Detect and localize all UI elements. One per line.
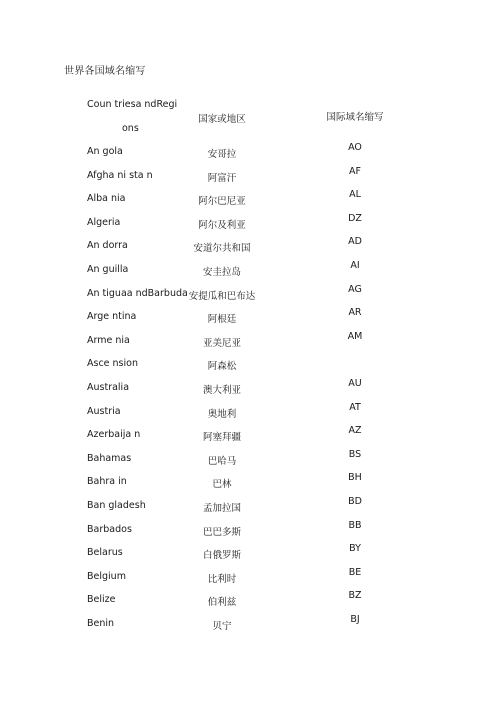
table-row [0, 330, 500, 359]
country-en: An dorra [87, 240, 128, 252]
table-row [0, 519, 500, 548]
table-row [0, 358, 500, 382]
country-en: Afgha ni sta n [87, 169, 153, 181]
table-row [0, 212, 500, 241]
table-row [0, 590, 500, 618]
country-en: An tiguaa ndBarbuda [87, 287, 188, 299]
table-row [0, 142, 500, 170]
country-en: Azerbaija n [87, 429, 141, 441]
country-en: Bahra in [87, 476, 127, 488]
header-country-cn: 国家或地区 [198, 114, 246, 125]
country-en: Bahamas [87, 452, 132, 464]
header-country-en-line1: Coun triesa ndRegi [87, 99, 178, 110]
country-cn: 阿尔及利亚 [198, 219, 246, 231]
domain-code: AO [348, 142, 362, 153]
domain-code: AR [348, 307, 362, 319]
domain-code: BY [349, 543, 361, 555]
domain-code: AG [348, 283, 362, 295]
country-en: An gola [87, 146, 123, 157]
country-cn: 安圭拉岛 [202, 266, 241, 278]
country-cn: 阿富汗 [207, 172, 237, 184]
country-en: Australia [87, 381, 130, 393]
country-en: An guilla [87, 263, 129, 275]
table-row [0, 566, 500, 595]
country-cn: 巴林 [212, 479, 232, 491]
country-cn: 阿尔巴尼亚 [198, 196, 246, 208]
country-en: Algeria [87, 216, 121, 228]
table-row [0, 259, 500, 288]
country-cn: 巴巴多斯 [202, 526, 241, 538]
page-title: 世界各国域名缩写 [64, 66, 146, 77]
country-en: Alba nia [87, 193, 126, 205]
table-row [0, 377, 500, 406]
country-en: Belgium [87, 570, 126, 582]
domain-code: AI [350, 259, 360, 271]
country-cn: 安道尔共和国 [193, 243, 251, 255]
table-row [0, 448, 500, 477]
country-cn: 亚美尼亚 [202, 337, 241, 349]
table-row [0, 307, 500, 335]
country-cn: 阿森松 [207, 361, 237, 373]
country-en: Arge ntina [87, 311, 137, 323]
country-en: Belize [87, 594, 116, 606]
country-en: Austria [87, 405, 121, 417]
country-en: Benin [87, 617, 115, 629]
domain-code: DZ [348, 212, 362, 224]
table-row [0, 189, 500, 217]
country-cn: 安提瓜和巴布达 [188, 290, 256, 302]
domain-code: BS [348, 448, 362, 460]
table-row [0, 283, 500, 312]
domain-code: AD [348, 236, 362, 248]
domain-code: AZ [348, 425, 362, 437]
table-row [0, 543, 500, 571]
country-table [0, 142, 500, 641]
domain-code: AF [349, 165, 361, 177]
domain-code: BB [348, 519, 362, 531]
country-cn: 比利时 [207, 573, 237, 585]
table-row [0, 495, 500, 524]
domain-code: BJ [350, 613, 360, 625]
table-row [0, 236, 500, 264]
country-en: Asce nsion [87, 358, 138, 370]
country-cn: 阿塞拜疆 [202, 432, 241, 444]
table-row [0, 165, 500, 194]
country-en: Arme nia [87, 334, 130, 346]
country-en: Belarus [87, 547, 123, 559]
domain-code: BZ [348, 590, 362, 602]
table-row [0, 401, 500, 430]
country-cn: 孟加拉国 [202, 502, 241, 514]
domain-code: AT [349, 401, 361, 413]
domain-code: BD [348, 495, 362, 507]
domain-code: AU [348, 377, 362, 389]
country-cn: 澳大利亚 [202, 384, 241, 396]
domain-code: AM [347, 330, 363, 342]
table-row [0, 472, 500, 500]
country-cn: 白俄罗斯 [202, 550, 241, 562]
domain-code: AL [349, 189, 361, 201]
country-cn: 伯利兹 [207, 597, 237, 609]
header-domain-code: 国际域名缩写 [326, 112, 384, 123]
country-cn: 奥地利 [207, 408, 237, 420]
country-cn: 巴哈马 [207, 455, 237, 467]
domain-code: BE [348, 566, 362, 578]
country-en: Barbados [87, 523, 132, 535]
country-cn: 阿根廷 [207, 314, 237, 326]
country-en: Ban gladesh [87, 499, 146, 511]
country-cn: 安哥拉 [207, 149, 237, 160]
domain-code: BH [348, 472, 362, 484]
header-country-en-line2: ons [122, 123, 139, 134]
table-row [0, 425, 500, 453]
country-cn: 贝宁 [212, 620, 232, 632]
table-row [0, 613, 500, 642]
